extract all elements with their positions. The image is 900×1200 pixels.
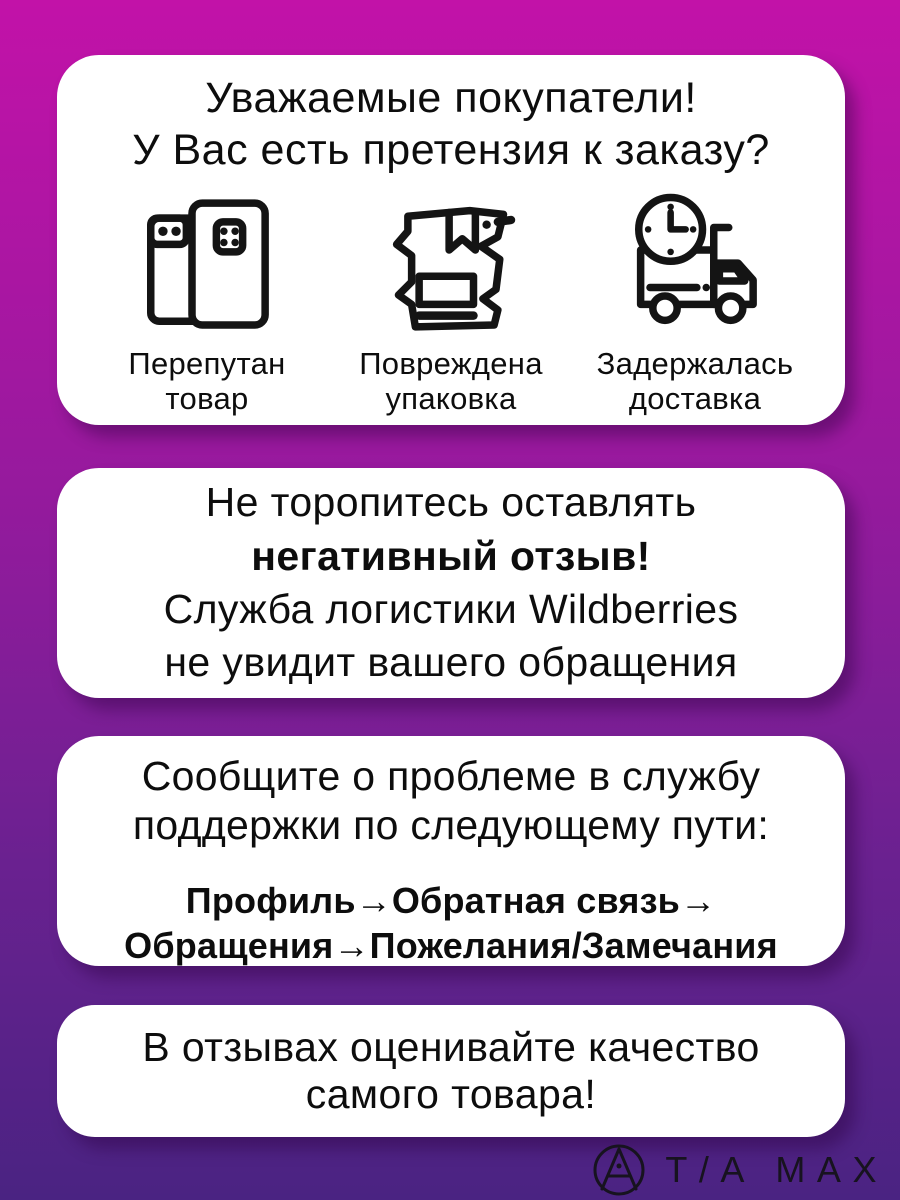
card2-line3: Служба логистики Wildberries — [163, 586, 739, 632]
card3-line1: Сообщите о проблеме в службу — [141, 753, 761, 799]
rate-product-card — [57, 1005, 845, 1137]
support-path-card — [57, 736, 845, 966]
card3-line2: поддержки по следующему пути: — [132, 802, 770, 849]
card2-line1: Не торопитесь оставлять — [205, 479, 697, 526]
swapped-product-icon — [132, 190, 282, 340]
claim-item-swapped-product — [91, 190, 323, 416]
ta-max-logo-icon — [591, 1142, 647, 1198]
delayed-delivery-icon — [620, 190, 770, 340]
claim-item-delayed-delivery — [579, 190, 811, 416]
card2-line2-bold: негативный отзыв! — [251, 532, 651, 579]
card4-line1: В отзывах оценивайте качество — [142, 1023, 760, 1070]
claim-label-line2: товар — [165, 381, 249, 417]
support-path-line1: Профиль→Обратная связь→ — [185, 880, 717, 922]
brand-name: T/A MAX — [665, 1149, 888, 1190]
support-path-steps — [57, 878, 845, 968]
claim-label-line1: Задержалась — [596, 346, 794, 382]
damaged-package-icon — [376, 190, 526, 340]
claim-label — [359, 346, 543, 416]
card2-line4: не увидит вашего обращения — [164, 639, 738, 686]
footer-brand — [591, 1142, 888, 1198]
card1-title-line2: У Вас есть претензия к заказу? — [132, 125, 770, 174]
claim-label-line1: Перепутан — [128, 346, 286, 382]
claim-label-line2: доставка — [628, 381, 762, 417]
card1-title-line1: Уважаемые покупатели! — [205, 74, 697, 122]
claim-item-damaged-package — [335, 190, 567, 416]
claims-card — [57, 55, 845, 425]
card4-line2: самого товара! — [305, 1071, 597, 1117]
claim-label-line2: упаковка — [385, 381, 517, 417]
claim-label-line1: Повреждена — [359, 346, 543, 382]
claim-label — [128, 346, 285, 416]
claim-icons-row — [57, 176, 845, 416]
support-path-line2: Обращения→Пожелания/Замечания — [124, 925, 778, 967]
negative-review-warning-card — [57, 468, 845, 698]
claim-label — [597, 346, 794, 416]
